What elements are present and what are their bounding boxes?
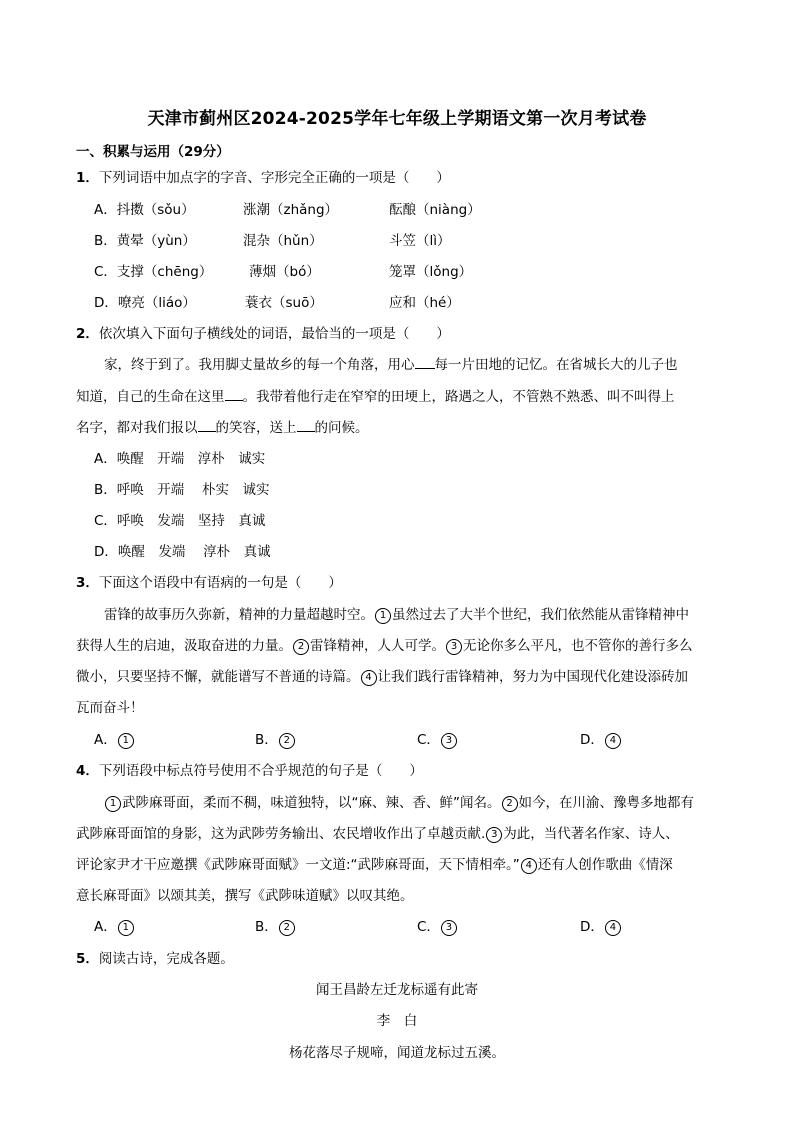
q3-passage-line-2 bbox=[76, 634, 693, 655]
q4-passage-line-3 bbox=[76, 853, 673, 874]
question-number: 4． bbox=[76, 763, 99, 779]
q1-option-d1: D．嘹亮（liáo） bbox=[94, 295, 196, 311]
q2-option-b: B．呼唤 开端 朴实 诚实 bbox=[94, 482, 270, 498]
passage-text: 微小，只要坚持不懈，就能谱写不普通的诗篇。 bbox=[76, 669, 360, 685]
q1-option-c2: 薄烟（bó） bbox=[249, 264, 320, 280]
answer-blank[interactable] bbox=[297, 419, 315, 432]
passage-text: 武陟麻哥面，柔而不稠，味道独特，以“麻、辣、香、鲜”闻名。 bbox=[122, 795, 501, 811]
q3-option-a bbox=[94, 728, 135, 749]
q3-passage-line-1 bbox=[104, 603, 689, 624]
q1-option-b3: 斗笠（lì） bbox=[389, 233, 451, 249]
passage-text: 雷锋的故事历久弥新，精神的力量超越时空。 bbox=[104, 607, 374, 623]
q2-passage-line-2 bbox=[76, 385, 675, 405]
question-text: 下列词语中加点字的字音、字形完全正确的一项是（ ） bbox=[98, 170, 450, 186]
circled-number-2: 2 bbox=[502, 796, 518, 812]
q1-option-b2: 混杂（hǔn） bbox=[243, 233, 323, 249]
answer-blank[interactable] bbox=[415, 356, 435, 369]
poem-title: 闻王昌龄左迁龙标遥有此寄 bbox=[316, 982, 478, 998]
question-number: 2． bbox=[76, 326, 99, 342]
passage-text: 为此，当代著名作家、诗人、 bbox=[503, 826, 679, 842]
option-letter: D． bbox=[580, 919, 604, 935]
option-letter: C． bbox=[417, 919, 440, 935]
q4-option-d bbox=[580, 915, 622, 936]
q4-passage-line-4: 意长麻哥面》以颂其美，撰写《武陟味道赋》以叹其绝。 bbox=[76, 888, 414, 904]
q1-option-a2: 涨潮（zhǎng） bbox=[243, 202, 339, 218]
circled-number-2: 2 bbox=[293, 639, 309, 655]
q4-passage-line-1 bbox=[104, 791, 694, 812]
q3-passage-line-3 bbox=[76, 665, 688, 686]
passage-text: 还有人创作歌曲《情深 bbox=[537, 857, 673, 873]
question-1-stem bbox=[76, 166, 450, 186]
question-text: 阅读古诗，完成各题。 bbox=[98, 951, 234, 967]
q1-option-d2: 蓑衣（suō） bbox=[245, 295, 323, 311]
circled-number-1: 1 bbox=[105, 796, 121, 812]
circled-number-3: 3 bbox=[441, 733, 457, 749]
circled-number-3: 3 bbox=[441, 920, 457, 936]
option-letter: A． bbox=[94, 919, 117, 935]
answer-blank[interactable] bbox=[198, 419, 216, 432]
q1-option-d3: 应和（hé） bbox=[389, 295, 460, 311]
poem-author: 李 白 bbox=[376, 1013, 418, 1029]
passage-text: 武陟麻哥面馆的身影，这为武陟劳务输出、农民增收作出了卓越贡献. bbox=[76, 826, 486, 842]
page-title: 天津市蓟州区2024-2025学年七年级上学期语文第一次月考试卷 bbox=[147, 109, 647, 129]
passage-text: 评论家尹才干应邀撰《武陟麻哥面赋》一文道:“武陟麻哥面，天下情相牵。” bbox=[76, 857, 520, 873]
q2-passage-line-3 bbox=[76, 416, 369, 436]
passage-text: 的问候。 bbox=[314, 420, 369, 436]
passage-text: 获得人生的启迪，汲取奋进的力量。 bbox=[76, 638, 292, 654]
passage-text: 虽然过去了大半个世纪，我们依然能从雷锋精神中 bbox=[392, 607, 689, 623]
question-4-stem bbox=[76, 759, 423, 779]
q1-option-b1: B．黄晕（yùn） bbox=[94, 233, 196, 249]
q4-passage-line-2 bbox=[76, 822, 679, 843]
circled-number-1: 1 bbox=[118, 733, 134, 749]
circled-number-4: 4 bbox=[361, 670, 377, 686]
passage-text: 。我带着他行走在窄窄的田埂上，路遇之人，不管熟不熟悉、叫不叫得上 bbox=[242, 389, 675, 405]
circled-number-1: 1 bbox=[375, 608, 391, 624]
circled-number-2: 2 bbox=[279, 733, 295, 749]
q3-option-d bbox=[580, 728, 622, 749]
passage-text: 名字，都对我们报以 bbox=[76, 420, 198, 436]
q2-option-c: C．呼唤 发端 坚持 真诚 bbox=[94, 513, 266, 529]
option-letter: A． bbox=[94, 732, 117, 748]
q4-option-a bbox=[94, 915, 135, 936]
circled-number-3: 3 bbox=[446, 639, 462, 655]
q3-passage-line-4: 瓦而奋斗！ bbox=[76, 700, 144, 716]
poem-line-1: 杨花落尽子规啼，闻道龙标过五溪。 bbox=[289, 1045, 505, 1061]
passage-text: 知道，自己的生命在这里 bbox=[76, 389, 225, 405]
q1-option-c3: 笼罩（lǒng） bbox=[389, 264, 473, 280]
q1-option-c1: C．支撑（chēng） bbox=[94, 264, 213, 280]
circled-number-3: 3 bbox=[486, 827, 502, 843]
q4-option-b bbox=[255, 915, 296, 936]
passage-text: 无论你多么平凡，也不管你的善行多么 bbox=[463, 638, 693, 654]
question-number: 5． bbox=[76, 951, 99, 967]
question-2-stem bbox=[76, 322, 450, 342]
circled-number-2: 2 bbox=[279, 920, 295, 936]
q2-passage-line-1 bbox=[104, 353, 678, 373]
option-letter: C． bbox=[417, 732, 440, 748]
question-text: 下面这个语段中有语病的一句是（ ） bbox=[98, 575, 342, 591]
question-number: 3． bbox=[76, 575, 99, 591]
passage-text: 雷锋精神，人人可学。 bbox=[310, 638, 445, 654]
q3-option-c bbox=[417, 728, 458, 749]
question-text: 依次填入下面句子横线处的词语，最恰当的一项是（ ） bbox=[98, 326, 450, 342]
q4-option-c bbox=[417, 915, 458, 936]
circled-number-4: 4 bbox=[605, 733, 621, 749]
q1-option-a3: 酝酿（niàng） bbox=[389, 202, 481, 218]
answer-blank[interactable] bbox=[225, 388, 243, 401]
circled-number-1: 1 bbox=[118, 920, 134, 936]
passage-text: 的笑容，送上 bbox=[215, 420, 297, 436]
passage-text: 家，终于到了。我用脚丈量故乡的每一个角落，用心 bbox=[104, 357, 415, 373]
circled-number-4: 4 bbox=[521, 858, 537, 874]
question-number: 1． bbox=[76, 170, 99, 186]
question-text: 下列语段中标点符号使用不合乎规范的句子是（ ） bbox=[98, 763, 423, 779]
option-letter: B． bbox=[255, 919, 278, 935]
q1-option-a1: A．抖擞（sǒu） bbox=[94, 202, 195, 218]
passage-text: 如今，在川渝、豫粤多地都有 bbox=[518, 795, 694, 811]
question-5-stem bbox=[76, 947, 234, 967]
q2-option-a: A．唤醒 开端 淳朴 诚实 bbox=[94, 451, 266, 467]
question-3-stem bbox=[76, 571, 342, 591]
passage-text: 让我们践行雷锋精神，努力为中国现代化建设添砖加 bbox=[377, 669, 688, 685]
option-letter: B． bbox=[255, 732, 278, 748]
option-letter: D． bbox=[580, 732, 604, 748]
section-heading: 一、积累与运用（29分） bbox=[76, 144, 230, 160]
q2-option-d: D．唤醒 发端 淳朴 真诚 bbox=[94, 544, 271, 560]
q3-option-b bbox=[255, 728, 296, 749]
circled-number-4: 4 bbox=[605, 920, 621, 936]
passage-text: 每一片田地的记忆。在省城长大的儿子也 bbox=[434, 357, 678, 373]
